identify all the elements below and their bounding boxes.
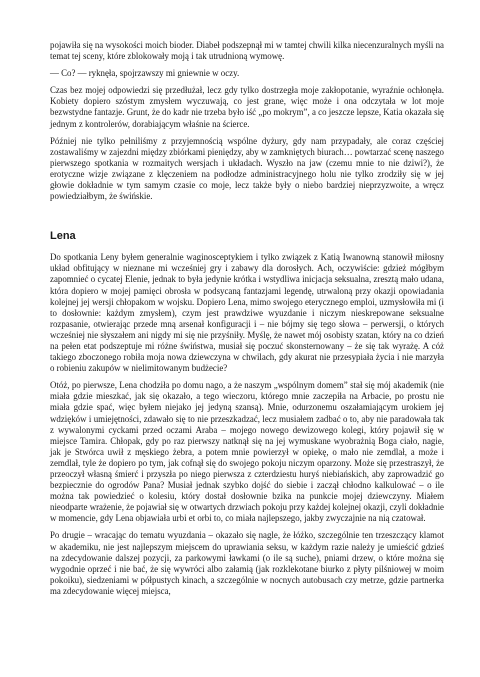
paragraph-4: Do spotkania Leny byłem generalnie waginosceptykiem i tylko związek z Katią Iwanowną stanowił miłosny układ obfitujący w nieznane mi wcześniej gry i zabawy dla dorosłych. Ach, oczywiście: gdzież mógłbym zapomnieć o cycatej Elenie, jednak to była jedynie krótka i wstydliwa inicjacja seksualna, zresztą mało udana, która dopiero w mojej pamięci obrosła w podsycaną fantazjami legendę, utrwaloną przy okazji opowiadania kolejnej jej wersji chłopakom w wojsku. Dopiero Lena, mimo swojego eterycznego emploi, uzmysłowiła mi (i to dosłownie: każdym zmysłem), czym jest prawdziwe wyuzdanie i niczym nieskrepowane seksualne rozpasanie, otwierając przede mną arsenał konfiguracji i – nie bójmy się tego słowa – perwersji, o których wcześniej nie słyszałem ani nigdy mi się nie przyśniły. Myślę, że nawet mój osobisty szatan, który na co dzień na pełen etat podszeptuje mi różne świństwa, musiał się poczuć skonsternowany – że się tak wyrażę. A cóż takiego zboczonego robiła moja nowa dziewczyna w chwilach, gdy akurat nie przesypiała życia i nie marzyła o robieniu zakupów w nielimitowanym budżecie?: [50, 252, 444, 374]
paragraph-5: Otóż, po pierwsze, Lena chodziła po domu nago, a że naszym „wspólnym domem” stał się mój akademik (nie miała gdzie mieszkać, jak się okazało, a tego wieczoru, którego mnie zaczepiła na Arbacie, po prostu nie miała gdzie spać, więc byłem niejako jej jedyną szansą). Mnie, odurzonemu oszałamiającym urokiem jej wdzięków i umiejętności, zdawało się to nie przeszkadzać, lecz musiałem zadbać o to, aby nie paradowała tak z wywalonymi cyckami przed oczami Araba – mojego nowego dewizowego kolegi, który pojawił się w miejsce Tamira. Chłopak, gdy po raz pierwszy natknął się na jej wymuskane wyobrażnią Boga ciało, nagie, jak je Stwórca uwił z męskiego żebra, a potem mnie powierzył w opiekę, o mało nie zemdlał, a może i zemdlał, tyle że dopiero po tym, jak cofnął się do swojego pokoju niczym oparzony. Może się przestraszył, że przeoczył własną śmierć i przyszła po niego pierwsza z czterdziestu huryś niebiańskich, aby zaprowadzić go bezpiecznie do ogrodów Pana? Musiał jednak szybko dojść do siebie i zaczął chłodno kalkulować – o ile można tak powiedzieć o kolesiu, który dostał dosłownie bzika na punkcie mojej dziewczyny. Miałem nieodparte wrażenie, że pojawiał się w otwartych drzwiach pokoju przy każdej kolejnej okazji, czyli dokładnie w momencie, gdy Lena objawiała urbi et orbi to, co miała najlepszego, jakby zwyczajnie na nią czatował.: [50, 380, 444, 524]
paragraph-6: Po drugie – wracając do tematu wyuzdania – okazało się nagle, że łóżko, szczególnie ten trzeszczący klamot w akademiku, nie jest najlepszym miejscem do uprawiania seksu, w każdym razie należy je umieścić gdzieś na zdecydowanie dalszej pozycji, za parkowymi ławkami (o ile są suche), pniami drzew, o które można się wygodnie oprzeć i nie bać, że się wywróci albo załamią (jak rozklekotane biurko z płyty pilśniowej w moim pokoiku), siedzeniami w półpustych kinach, a szczególnie w nocnych autobusach czy metrze, gdzie partnerka ma zdecydowanie więcej miejsca,: [50, 530, 444, 596]
document-page: [50, 40, 444, 603]
paragraph-2: Czas bez mojej odpowiedzi się przedłużał, lecz gdy tylko dostrzegła moje zakłopotanie, wyraźnie ochłonęła. Kobiety dopiero szóstym zmysłem wyczuwają, co jest grane, więc może i ona odczytała w lot moje bezwstydne fantazje. Grunt, że do kadr nie trzeba było iść „po mokrym”, a co jeszcze lepsze, Katia okazała się jednym z kontrolerów, dorabiającym właśnie na ścierce.: [50, 85, 444, 129]
paragraph-3: Później nie tylko pełniliśmy z przyjemnością wspólne dyżury, gdy nam przypadały, ale coraz częściej zostawaliśmy w zajezdni między zbiórkami pieniędzy, aby w zamkniętych biurach… powtarzać scenę naszego pierwszego spotkania w rozmaitych wersjach i układach. Wyszło na jaw (czemu mnie to nie dziwi?), że erotyczne wizje związane z klęczeniem na podłodze administracyjnego holu nie tylko zrodziły się w jej głowie dokładnie w tym samym czasie co moje, lecz także były o niebo bardziej nieprzyzwoite, a wręcz powiedziałbym, że świńskie.: [50, 135, 444, 202]
section-heading-lena: Lena: [50, 230, 76, 243]
paragraph-1: pojawiła się na wysokości moich bioder. Diabeł podszepnął mi w tamtej chwili kilka niecenzuralnych myśli na temat tej sceny, które zblokowały moją i tak utrudnioną wymowę.: [50, 40, 444, 62]
paragraph-dialog: — Co? — ryknęła, spojrzawszy mi gniewnie w oczy.: [50, 68, 240, 79]
